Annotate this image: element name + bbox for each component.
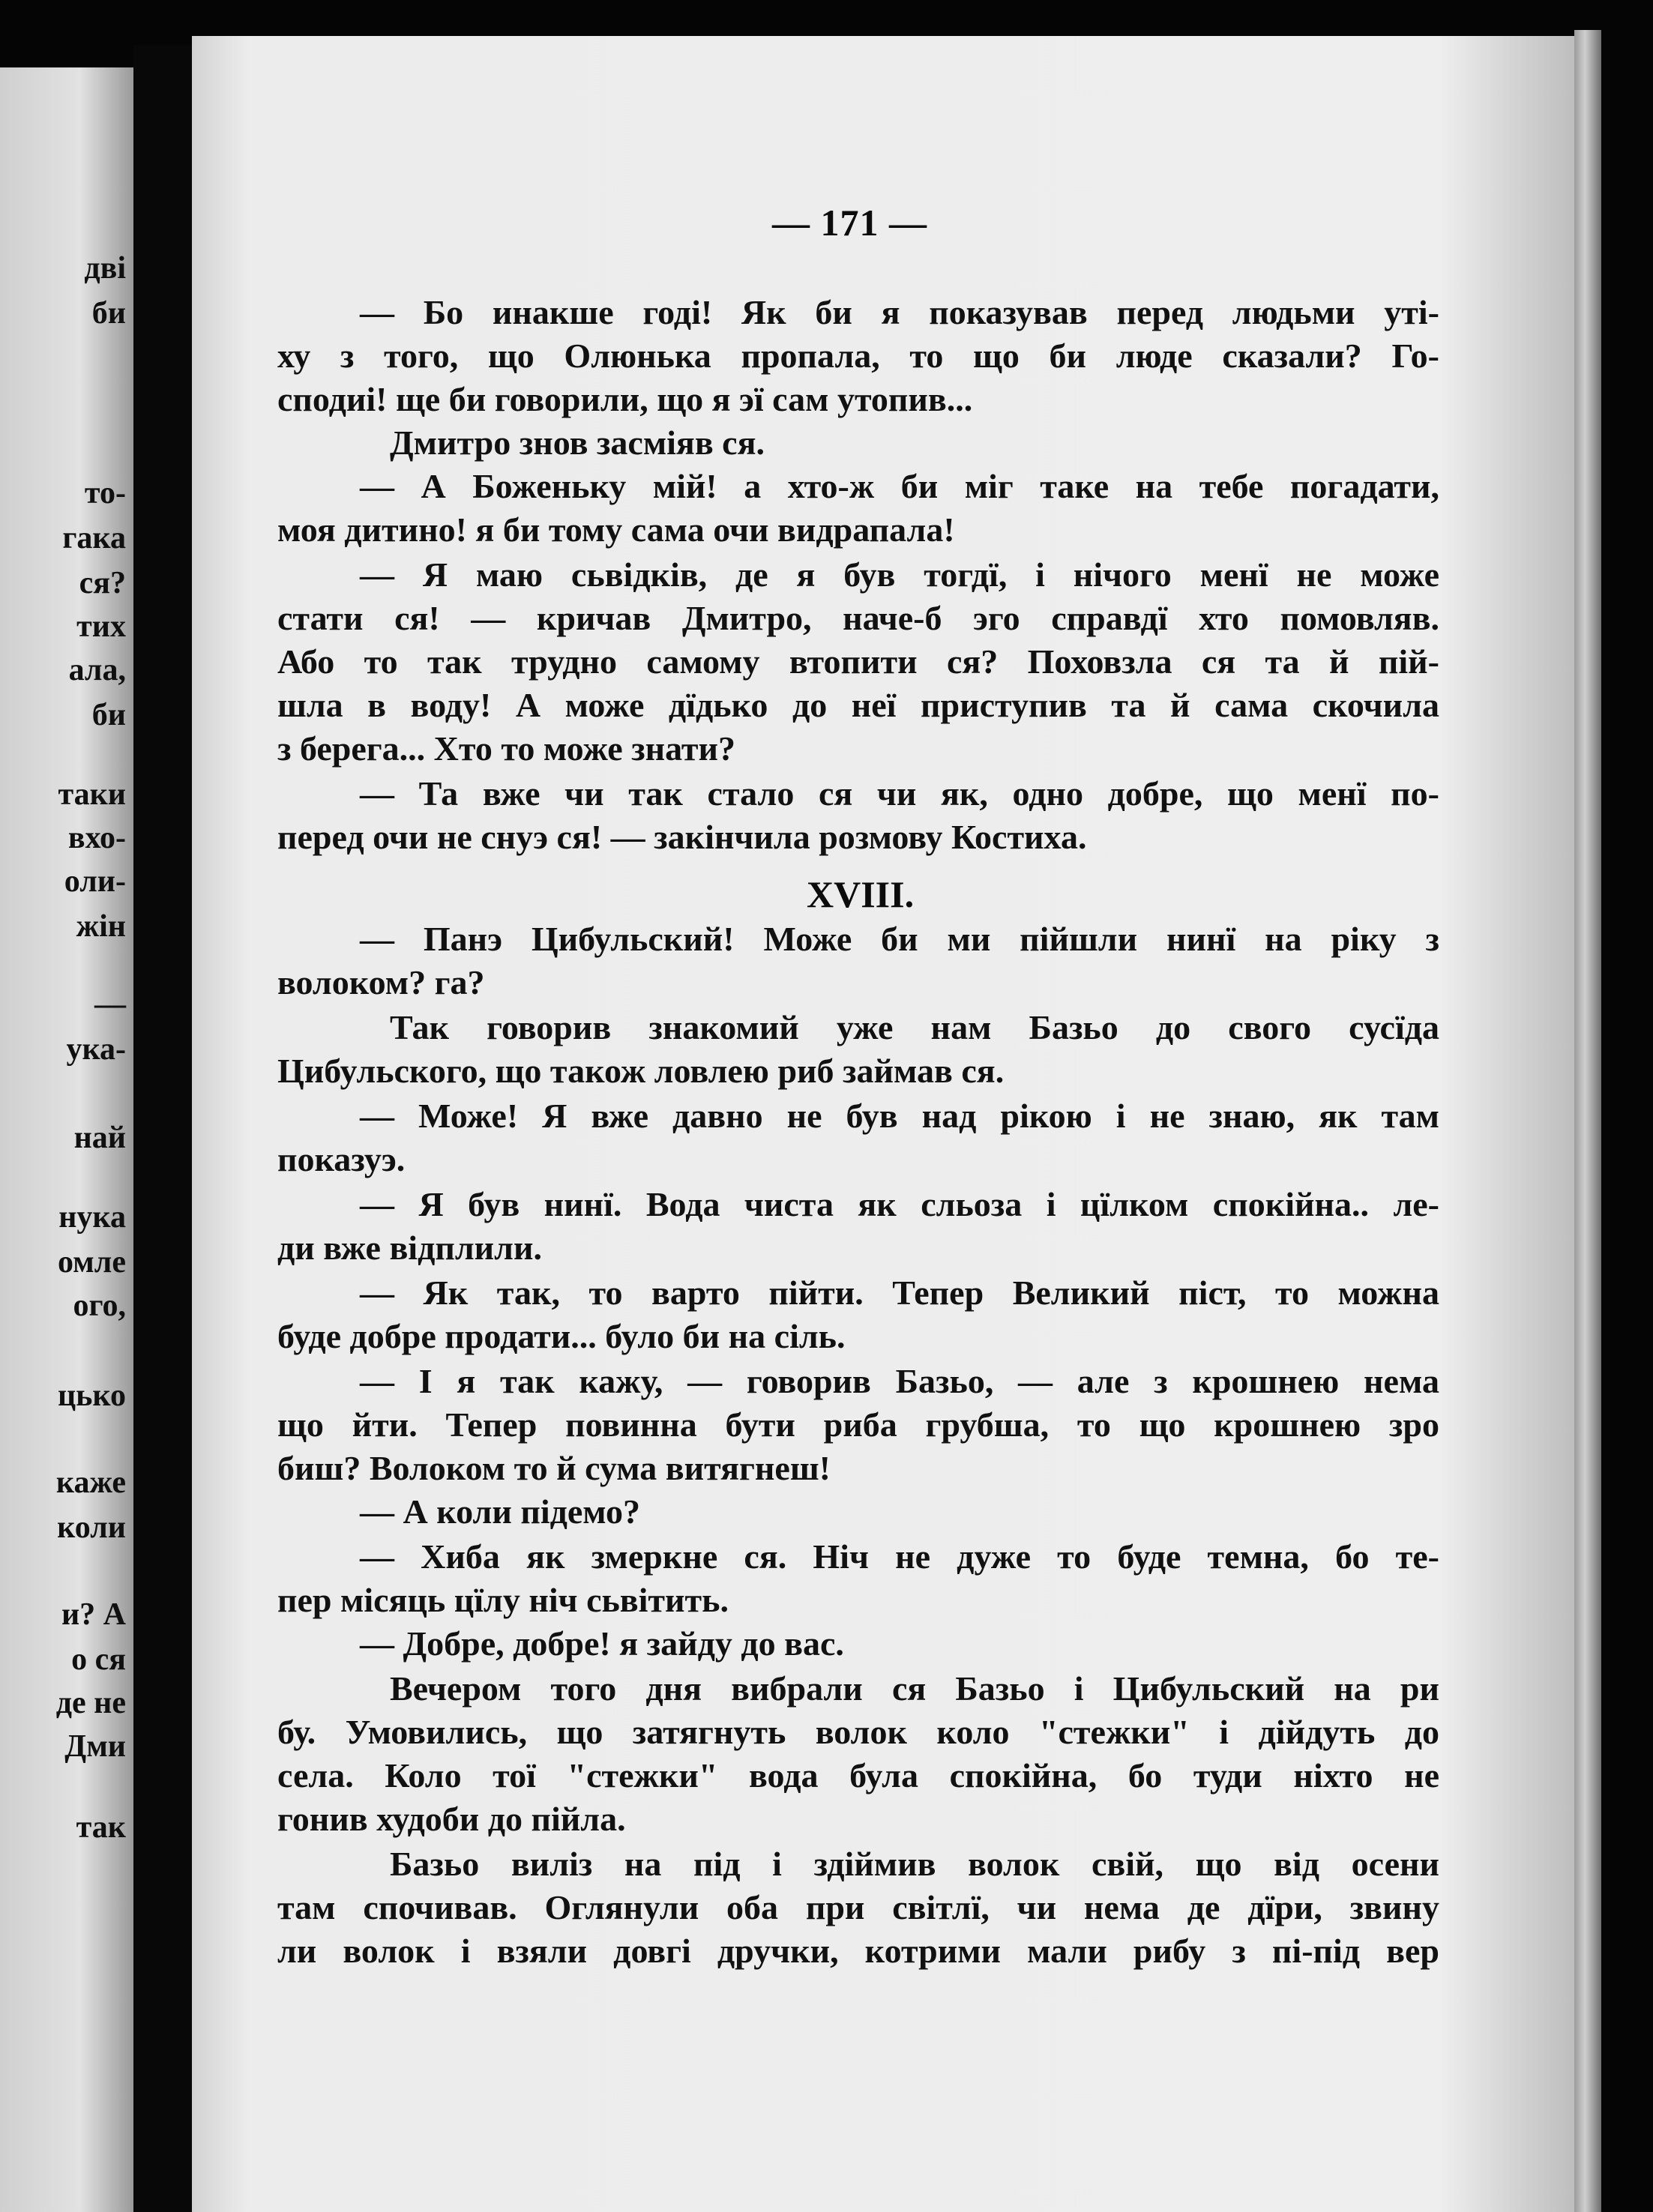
left-page-fragment: и? А — [61, 1597, 126, 1632]
text-line: буде добре продати... було би на сіль. — [277, 1317, 846, 1355]
text-line: пер місяць цїлу ніч сьвітить. — [277, 1581, 729, 1619]
text-line: — Хиба як змеркне ся. Ніч не дуже то буде темна, бо те- — [360, 1537, 1439, 1576]
left-page-fragment: оли- — [64, 864, 126, 899]
text-line: Базьо виліз на під і здіймив волок свій, що від осени — [390, 1845, 1439, 1883]
text-line: — Та вже чи так стало ся чи як, одно добре, що менї по- — [360, 774, 1439, 813]
left-page-fragment: Дми — [64, 1729, 126, 1764]
left-page-fragment: цько — [57, 1378, 126, 1413]
text-line: що йти. Тепер повинна бути риба грубша, то що крошнею зро — [277, 1405, 1439, 1444]
text-line: показуэ. — [277, 1140, 406, 1178]
left-page-fragment: ука- — [66, 1032, 126, 1067]
text-line: биш? Волоком то й сума витягнеш! — [277, 1449, 831, 1487]
left-page-fragment: гака — [62, 521, 126, 555]
left-page-fragment: нука — [58, 1200, 126, 1235]
page-number: — 171 — — [772, 202, 927, 244]
text-line: перед очи не снуэ ся! — закінчила розмову Костиха. — [277, 818, 1087, 856]
text-line: стати ся! — кричав Дмитро, наче-б эго справдї хто помовляв. — [277, 599, 1439, 637]
text-line: ди вже відплили. — [277, 1229, 542, 1267]
left-page — [0, 67, 133, 2212]
left-page-fragment: омле — [57, 1245, 126, 1280]
text-line: гонив худоби до пійла. — [277, 1800, 626, 1838]
left-page-fragment: так — [76, 1810, 126, 1845]
text-line: — Панэ Цибульский! Може би ми пійшли нинї на рiку з — [360, 920, 1439, 958]
left-page-fragment: ого, — [73, 1289, 126, 1323]
left-page-fragment: — — [94, 987, 126, 1022]
text-line: — І я так кажу, — говорив Базьо, — але з крошнею нема — [360, 1362, 1439, 1400]
text-line: шла в воду! А може дїдько до неї приступив та й сама скочила — [277, 686, 1439, 724]
text-line: Або то так трудно самому втопити ся? Поховзла ся та й пій- — [277, 642, 1439, 681]
text-line: — Бо инакше годі! Як би я показував перед людьми уті- — [360, 293, 1439, 331]
left-page-fragment: тих — [76, 609, 126, 644]
left-page-fragment: ся? — [79, 566, 126, 600]
left-page-fragment: дві — [84, 251, 126, 286]
text-line: волоком? га? — [277, 963, 485, 1001]
text-line: Дмитро знов засміяв ся. — [390, 424, 765, 462]
text-line: — Я був нинї. Вода чиста як сльоза і цїлком спокійна.. ле- — [360, 1185, 1439, 1223]
text-line: — Як так, то варто пійти. Тепер Великий піст, то можна — [360, 1274, 1439, 1312]
left-page-fragment: вхо- — [67, 821, 126, 855]
page-edge — [1574, 30, 1601, 2212]
text-line: з берега... Хто то може знати? — [277, 729, 736, 768]
left-page-fragment: жін — [76, 909, 126, 944]
text-line: села. Коло тої "стежки" вода була спокійна, бо туди ніхто не — [277, 1756, 1439, 1794]
text-line: ли волок і взяли довгі дручки, котрими мали рибу з пі-під вер — [277, 1932, 1439, 1970]
text-line: ху з того, що Олюнька пропала, то що би люде сказали? Го- — [277, 337, 1439, 375]
text-line: сподиі! ще би говорили, що я эї сам утопив... — [277, 380, 973, 418]
text-line: Так говорив знакомий уже нам Базьо до свого сусїда — [390, 1008, 1439, 1046]
left-page-fragment: таки — [58, 777, 126, 812]
text-line: — А коли підемо? — [360, 1492, 641, 1531]
left-page-fragment: най — [73, 1121, 126, 1155]
left-page-fragment: ала, — [68, 653, 126, 687]
left-page-fragment: то- — [84, 476, 126, 510]
left-page-fragment: би — [91, 296, 126, 331]
text-line: моя дитино! я би тому сама очи видрапала! — [277, 510, 955, 549]
text-line: Цибульского, що також ловлею риб займав ся. — [277, 1052, 1005, 1090]
left-page-fragment: о ся — [71, 1642, 126, 1677]
text-line: — А Боженьку мій! а хто-ж би міг таке на тебе погадати, — [360, 467, 1439, 505]
text-line: — Може! Я вже давно не був над рікою і не знаю, як там — [360, 1097, 1439, 1135]
chapter-heading: XVIII. — [807, 873, 915, 915]
book-spine — [133, 45, 193, 2212]
text-line: бу. Умовились, що затягнуть волок коло "стежки" і дійдуть до — [277, 1713, 1439, 1751]
left-page-fragment: би — [91, 698, 126, 732]
left-page-fragment: де не — [55, 1686, 126, 1720]
text-line: там спочивав. Оглянули оба при світлї, чи нема де дїри, звину — [277, 1888, 1439, 1926]
text-line: — Добре, добре! я зайду до вас. — [360, 1624, 844, 1663]
left-page-fragment: каже — [55, 1465, 126, 1500]
left-page-fragment: коли — [57, 1510, 126, 1545]
text-line: — Я маю сьвідків, де я був тогдї, і нічого менї не може — [360, 555, 1439, 594]
text-line: Вечером того дня вибрали ся Базьо і Цибульский на ри — [390, 1669, 1439, 1708]
